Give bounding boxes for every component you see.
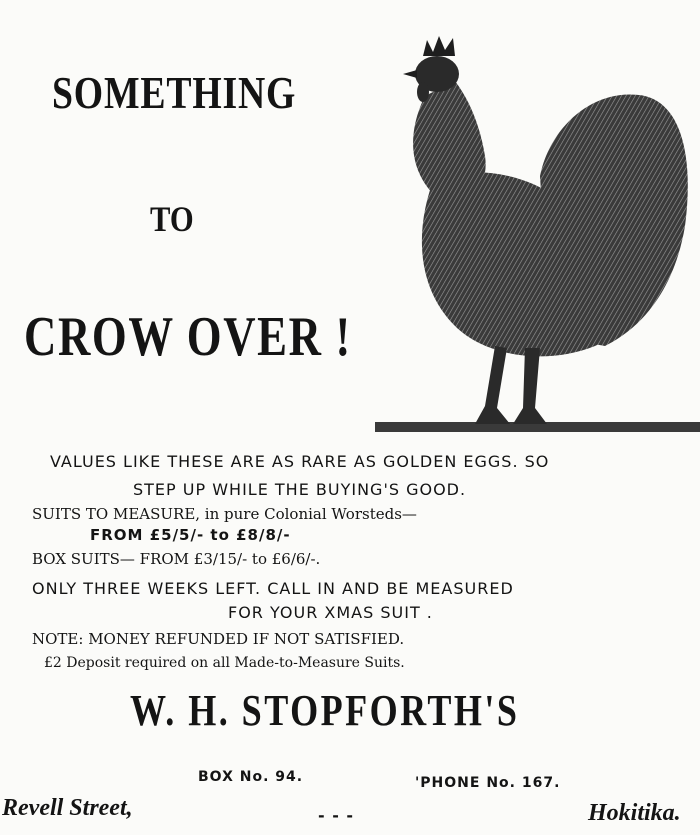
street-address: Revell Street, — [2, 795, 133, 821]
rooster-leg-front — [475, 346, 510, 424]
headline-crow-over: CROW OVER ! — [24, 306, 352, 368]
box-number: BOX No. 94. — [198, 769, 304, 785]
separator-dashes: - - - — [318, 806, 355, 825]
values-line-2: STEP UP WHILE THE BUYING'S GOOD. — [133, 480, 467, 499]
box-suits: BOX SUITS— FROM £3/15/- to £6/6/-. — [32, 550, 321, 568]
rooster-leg-back — [513, 348, 547, 424]
rooster-wattle — [417, 82, 429, 102]
town-name: Hokitika. — [588, 800, 681, 826]
values-line-1: VALUES LIKE THESE ARE AS RARE AS GOLDEN EGGS. SO — [50, 452, 550, 471]
suits-to-measure: SUITS TO MEASURE, in pure Colonial Worsteds— — [32, 505, 417, 523]
headline-to: TO — [150, 199, 194, 239]
rooster-beak — [403, 70, 417, 78]
suits-price: FROM £5/5/- to £8/8/- — [90, 526, 291, 544]
deposit-note: £2 Deposit required on all Made-to-Measure Suits. — [44, 655, 405, 671]
headline-something: SOMETHING — [52, 67, 297, 118]
rooster-comb — [423, 36, 455, 56]
refund-note: NOTE: MONEY REFUNDED IF NOT SATISFIED. — [32, 630, 405, 648]
weeks-left-line-1: ONLY THREE WEEKS LEFT. CALL IN AND BE MEASURED — [32, 579, 514, 598]
phone-number: 'PHONE No. 167. — [415, 775, 561, 791]
firm-name: W. H. STOPFORTH'S — [130, 686, 520, 735]
weeks-left-line-2: FOR YOUR XMAS SUIT . — [228, 603, 433, 622]
rooster-illustration-icon — [375, 26, 700, 441]
